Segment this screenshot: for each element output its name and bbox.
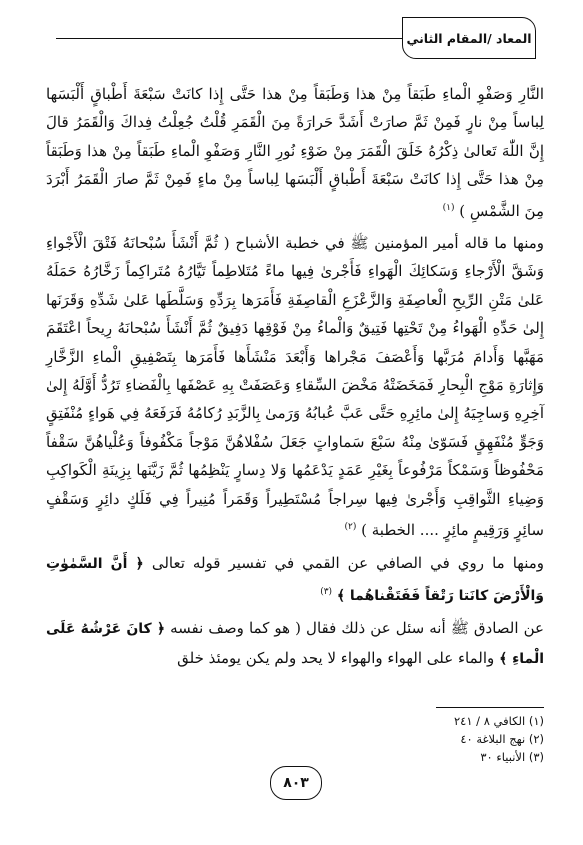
footnote-1: (١) الكافي ٨ / ٢٤١ — [453, 714, 544, 728]
page-body — [46, 80, 544, 677]
footnote-3: (٣) الأنبياء ٣٠ — [480, 750, 544, 764]
paragraph-4-intro: عن الصادق ﷺ أنه سئل عن ذلك فقال ( هو كما وصف نفسه — [170, 619, 544, 638]
quran-verse-1: ﴿ أَنَّ السَّمٰوٰتِ وَالْأَرْضَ كانَتا رَتْقاً فَفَتَقْناهُما ﴾ — [46, 555, 544, 604]
paragraph-2-text: ومنها ما قاله أمير المؤمنين ﷺ في خطبة الأشباح ( ثُمَّ أَنْشَأَ سُبْحانَهُ فَتْقَ الْأَجْواءِ وَشَقَّ الْأَرْجاءِ وَسَكائِكَ الْهَواءِ فَأَجْرىٰ فِيها ماءً مُتَلاطِماً تَيَّارُهُ مُتَراكِماً زَخَّارُهُ حَمَلَهُ عَلىٰ مَتْنِ الرِّيحِ الْعاصِفَةِ وَالزَّعْزَعِ الْقاصِفَةِ فَأَمَرَها بِرَدِّهِ وَسَلَّطَها عَلىٰ شَدِّهِ وَقَرَنَها إِلىٰ حَدِّهِ الْهَواءُ مِنْ تَحْتِها فَتِيقٌ وَالْماءُ مِنْ فَوْقِها دَفِيقٌ ثُمَّ أَنْشَأَ سُبْحانَهُ رِيحاً اعْتَقَمَ مَهَبَّها وَأَدامَ مُرَبَّها وَأَعْصَفَ مَجْراها وَأَبْعَدَ مَنْشَأَها فَأَمَرَها بِتَصْفِيقِ الْماءِ الزَّخَّارِ وَإِثارَةِ مَوْجِ الْبِحارِ فَمَخَضَتْهُ مَخْضَ السِّقاءِ وَعَصَفَتْ بِهِ عَصْفَها بِالْفَضاءِ تَرُدُّ أَوَّلَهُ إِلىٰ آخِرِهِ وَساجِيَهُ إِلىٰ مائِرِهِ حَتَّى عَبَّ عُبابُهُ وَرَمىٰ بِالزَّبَدِ رُكامُهُ فَرَفَعَهُ فِي هَواءٍ مُنْفَتِقٍ وَجَوٍّ مُنْفَهِقٍ فَسَوّىٰ مِنْهُ سَبْعَ سَماواتٍ جَعَلَ سُفْلاهُنَّ مَوْجاً مَكْفُوفاً وَعُلْياهُنَّ سَقْفاً مَحْفُوظاً وَسَمْكاً مَرْفُوعاً بِغَيْرِ عَمَدٍ يَدْعَمُها وَلا دِسارٍ يَنْظِمُها ثُمَّ زَيَّنَها بِزِينَةِ الْكَواكِبِ وَضِياءِ الثَّواقِبِ وَأَجْرىٰ فِيها سِراجاً مُسْتَطِيراً وَقَمَراً مُنِيراً فِي فَلَكٍ دائِرٍ وَسَقْفٍ سائِرٍ وَرَقِيمٍ مائِرٍ .... الخطبة ) — [46, 234, 544, 540]
paragraph-3-intro: ومنها ما روي في الصافي عن القمي في تفسير قوله تعالى — [151, 553, 544, 572]
footnote-ref-3: (٣) — [320, 586, 333, 597]
page-number: ٨٠٣ — [283, 775, 309, 791]
quran-verse-2: ﴿ كانَ عَرْشُهُ عَلَى الْماءِ ﴾ — [46, 621, 544, 667]
paragraph-1 — [46, 80, 544, 225]
paragraph-1-text: النَّارِ وَصَفْوِ الْماءِ طَبَقاً مِنْ هذا وَطَبَقاً مِنْ هذا حَتَّى إِذا كانَتْ سَبْعَةَ أَطْباقٍ أَلْبَسَها لِباساً مِنْ نارٍ فَمِنْ ثَمَّ صارَتْ أَشَدَّ حَرارَةً مِنَ الْقَمَرِ قُلْتُ جُعِلْتُ فِداكَ وَالْقَمَرُ قالَ إِنَّ اللّٰهَ تَعالىٰ ذِكْرُهُ خَلَقَ الْقَمَرَ مِنْ ضَوْءِ نُورِ النَّارِ وَصَفْوِ الْماءِ طَبَقاً مِنْ هذا وَطَبَقاً مِنْ هذا حَتَّى إِذا كانَتْ سَبْعَةَ أَطْباقٍ أَلْبَسَها لِباساً مِنْ ماءٍ فَمِنْ ثَمَّ صارَ الْقَمَرُ أَبْرَدَ مِنَ الشَّمْسِ ) — [46, 85, 544, 220]
paragraph-4-rest: والماء على الهواء والهواء لا يحد ولم يكن يومئذ خلق — [177, 648, 495, 667]
footnote-2: (٢) نهج البلاغة ٤٠ — [460, 732, 544, 746]
page-number-badge — [270, 766, 322, 800]
running-header — [56, 14, 536, 64]
header-title: المعاد /المقام الثاني — [406, 30, 532, 46]
footnote-ref-2: (٢) — [344, 522, 357, 533]
footnote-divider — [436, 707, 544, 708]
paragraph-4 — [46, 614, 544, 673]
paragraph-2 — [46, 229, 544, 544]
footnote-ref-1: (١) — [442, 202, 455, 213]
header-rule — [56, 38, 436, 39]
paragraph-3 — [46, 549, 544, 611]
header-title-box — [402, 17, 536, 59]
footnotes — [46, 712, 544, 766]
